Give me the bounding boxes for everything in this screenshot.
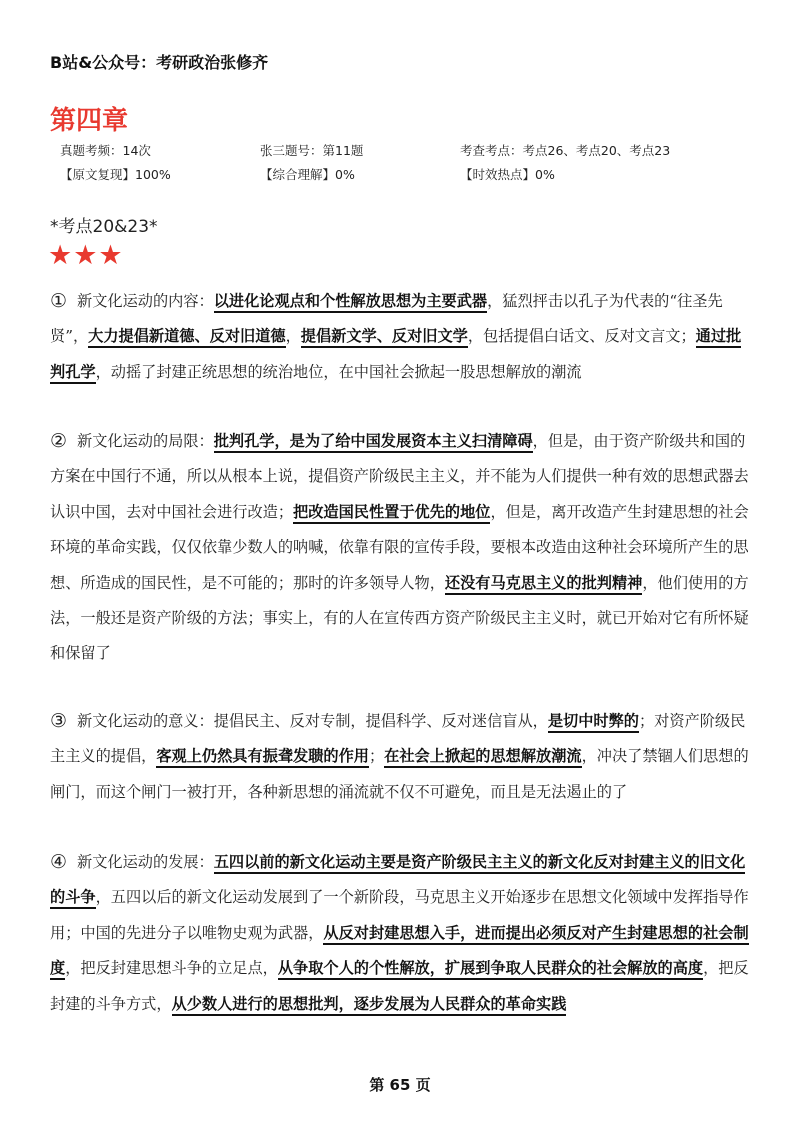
text-segment: ，猛烈抨击以孔子为代表的“往圣先贤” [50, 292, 723, 346]
header-source: B站&公众号：考研政治张修齐 [50, 53, 269, 72]
text-segment: 事实上，有的人在宣传西方资产阶级民主主义时， [262, 609, 597, 628]
text-segment: ，把反封建的斗争方式， [50, 959, 749, 1013]
key-phrase: 还没有马克思主义的批判精神 [445, 574, 642, 595]
importance-stars: ★★★ [48, 240, 124, 271]
key-phrase: 把改造国民性置于优先的地位 [293, 503, 490, 524]
meta-original-text: 【原文复现】100% [60, 167, 171, 182]
key-phrase: 从争取个人的个性解放，扩展到争取人民群众的社会解放的高度 [278, 959, 703, 980]
text-segment: ，把反封建思想斗争的立足点， [65, 959, 278, 978]
meta-row [60, 139, 760, 163]
text-segment: ，包括提倡白话文、反对文言文； [467, 327, 696, 346]
text-segment: 资产阶级共和国的方案在中国行不通， [50, 432, 746, 486]
text-segment: 所以从根本上说，提倡资产阶级民主主义，并不能为人们提供一种有效的思想武器去认识中国，去对中国社会进行改造； [50, 467, 749, 521]
text-segment: ，但是，由于 [532, 432, 624, 450]
meta-exam-points: 考查考点：考点26、考点20、考点23 [460, 143, 671, 158]
point-number: ② [50, 430, 68, 452]
meta-question-number: 张三题号：第11题 [260, 143, 364, 158]
text-segment: ， [285, 327, 301, 346]
point-item [50, 704, 750, 810]
text-segment: 新文化运动的意义： [77, 712, 214, 730]
text-segment: ，动摇了封建正统思想的统治地位，在中国社会掀起一股思想解放的潮流 [95, 362, 582, 381]
key-phrase: 是切中时弊的 [548, 712, 639, 733]
text-segment: ，他们使用的方法，一般还是资产阶级的方法； [50, 573, 749, 628]
key-phrase: 批判孔学，是为了给中国发展资本主义扫清障碍 [214, 432, 533, 453]
key-phrase: 以进化论观点和个性解放思想为主要武器 [214, 292, 487, 313]
key-phrase: 从少数人进行的思想批判，逐步发展为人民群众的革命实践 [172, 995, 567, 1016]
point-number: ③ [50, 710, 68, 732]
meta-row [60, 163, 760, 187]
text-segment: 就已开始对它有所怀疑和保留了 [50, 609, 749, 663]
key-phrase: 大力提倡新道德、反对旧道德 [88, 327, 285, 348]
text-segment: 新文化运动的发展： [77, 853, 214, 871]
text-segment: 仅仅依靠少数人的呐喊，依靠有限的宣传手段，要根本改造由这种社会环境所产生的思想、所造成的国民性，是不可能的；那时的许多领导人物， [50, 538, 749, 592]
text-segment: ，但是，离开改造产生封建思想的社会环境的革命实践， [50, 502, 749, 557]
text-segment: 新文化运动的局限： [77, 432, 214, 450]
text-segment: ， [72, 327, 89, 346]
text-segment: 新文化运动的内容： [77, 292, 214, 310]
chapter-title: 第四章 [50, 106, 129, 136]
text-segment: ； [368, 747, 385, 766]
point-number: ① [50, 290, 68, 312]
key-phrase: 通过批判孔学 [50, 327, 741, 383]
key-phrase: 五四以前的新文化运动主要是资产阶级民主主义的新文化反对封建主义的旧文化的斗争 [50, 853, 745, 909]
key-phrase: 从反对封建思想入手，进而提出必须反对产生封建思想的社会制度 [50, 924, 749, 980]
page-number: 第 65 页 [369, 1076, 431, 1094]
meta-hot-topics: 【时效热点】0% [460, 167, 555, 182]
text-segment: 提倡民主、反对专制，提倡科学、反对迷信盲从， [213, 712, 548, 730]
key-phrase: 在社会上掀起的思想解放潮流 [384, 747, 581, 768]
point-text [50, 284, 750, 390]
meta-comprehension: 【综合理解】0% [260, 167, 355, 182]
chapter-meta [60, 139, 760, 187]
point-text [50, 845, 750, 1022]
topic-tag: *考点20&23* [50, 217, 158, 237]
text-segment: ，冲决了禁锢人们思想的闸门， [50, 747, 749, 801]
key-phrase: 提倡新文学、反对旧文学 [301, 327, 468, 348]
point-number: ④ [50, 851, 68, 873]
point-item [50, 284, 750, 390]
key-phrase: 客观上仍然具有振聋发聩的作用 [156, 747, 369, 768]
text-segment: ；对资产阶级民主主义的提倡， [50, 712, 746, 766]
point-item [50, 845, 750, 1022]
text-segment: 而这个闸门一被打开，各种新思想的涌流就不仅不可避免，而且是无法遏止的了 [95, 782, 628, 801]
point-text [50, 424, 750, 672]
meta-exam-frequency: 真题考频：14次 [60, 143, 151, 158]
point-item [50, 424, 750, 672]
point-text [50, 704, 750, 810]
text-segment: ，五四以后的新文化运动发展到了一个新阶段，马克思主义开始逐步在思想文化领域中发挥指导作用；中国的先进分子以唯物史观为武器， [50, 888, 749, 942]
